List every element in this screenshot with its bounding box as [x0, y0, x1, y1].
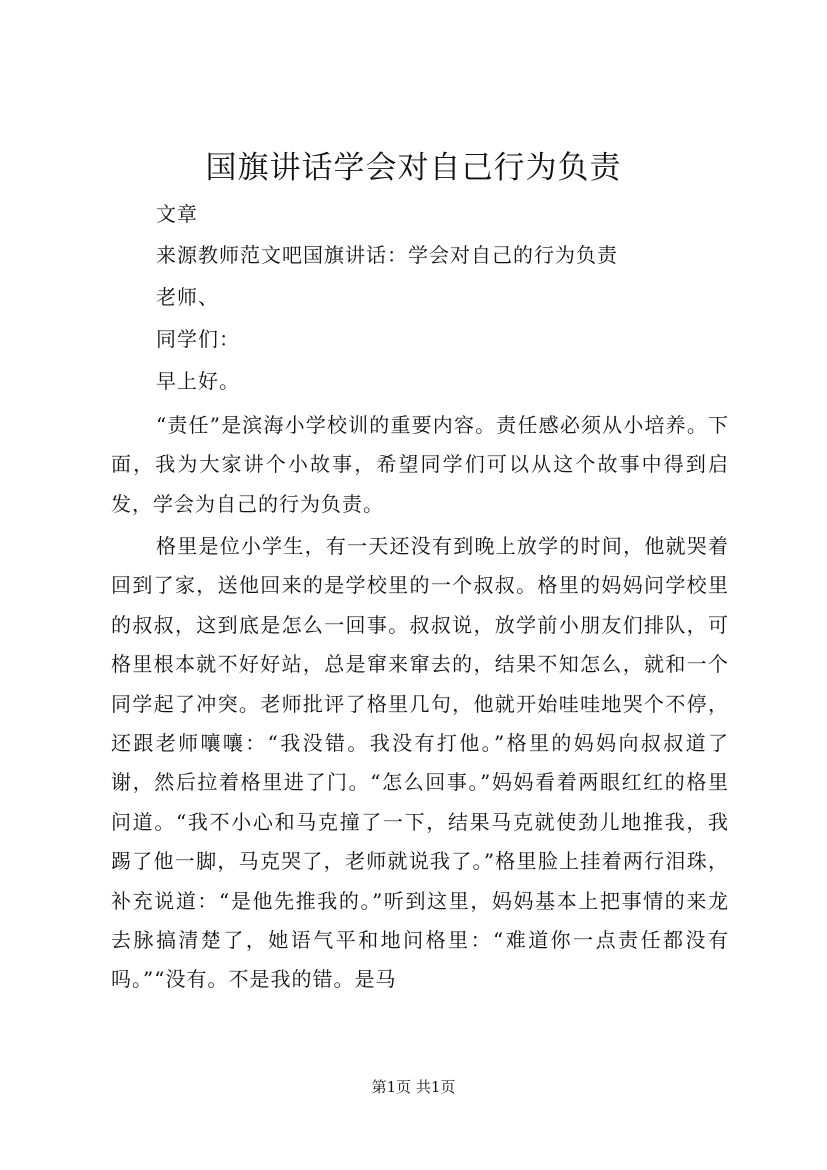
line-article: 文章 [156, 202, 198, 226]
line-students: 同学们： [156, 327, 240, 351]
paragraph-responsibility: “责任”是滨海小学校训的重要内容。责任感必须从小培养。下面，我为大家讲个小故事，希望同学们可以从这个故事中得到启发，学会为自己的行为负责。 [111, 413, 729, 516]
paragraph-story: 格里是位小学生，有一天还没有到晚上放学的时间，他就哭着回到了家，送他回来的是学校里的一个叔叔。格里的妈妈问学校里的叔叔，这到底是怎么一回事。叔叔说，放学前小朋友们排队，可格里根本就不好好站，总是窜来窜去的，结果不知怎么，就和一个同学起了冲突。老师批评了格里几句，他就开始哇哇地哭个不停，还跟老师嚷嚷：“我没错。我没有打他。”格里的妈妈向叔叔道了谢，然后拉着格里进了门。“怎么回事。”妈妈看着两眼红红的格里问道。“我不小心和马克撞了一下，结果马克就使劲儿地推我，我踢了他一脚，马克哭了，老师就说我了。”格里脸上挂着两行泪珠，补充说道：“是他先推我的。”听到这里，妈妈基本上把事情的来龙去脉搞清楚了，她语气平和地问格里：“难道你一点责任都没有吗。”“没有。不是我的错。是马 [111, 534, 729, 992]
line-teachers: 老师、 [156, 285, 219, 309]
document-title: 国旗讲话学会对自己行为负责 [205, 150, 622, 186]
line-greeting: 早上好。 [156, 369, 240, 393]
page-footer: 第1页 共1页 [371, 1078, 456, 1096]
line-source: 来源教师范文吧国旗讲话：学会对自己的行为负责 [156, 243, 618, 267]
